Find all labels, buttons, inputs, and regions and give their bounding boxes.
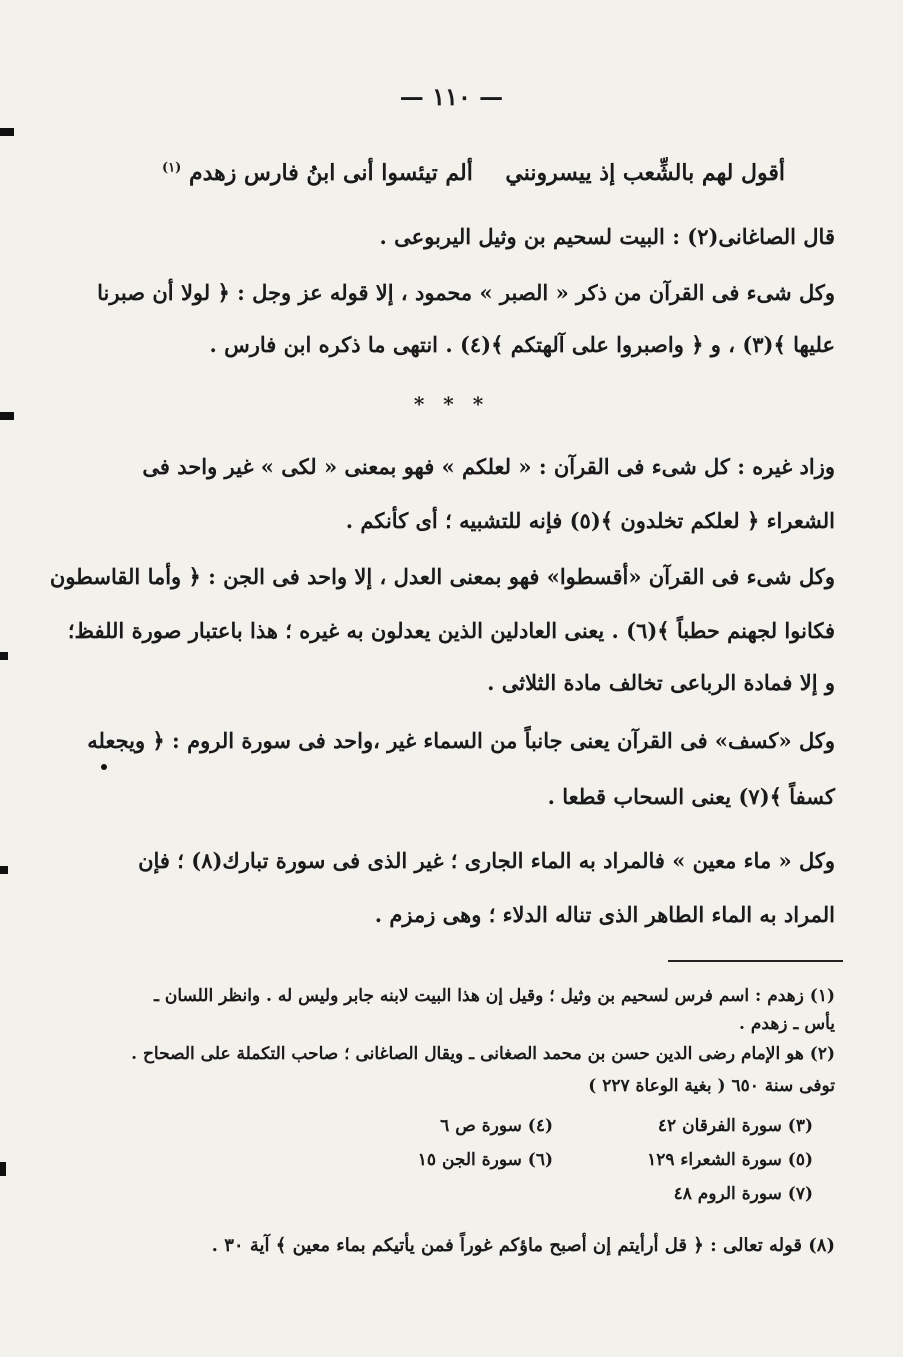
- body-line-3: عليها ﴾(٣) ، و ﴿ واصبروا على آلهتكم ﴾(٤) . انتهى ما ذكره ابن فارس .: [209, 332, 835, 357]
- scan-edge-mark: [0, 128, 14, 136]
- verse-note-marker: (١): [162, 160, 182, 176]
- scan-edge-mark: [0, 652, 8, 660]
- body2-line-7: كسفاً ﴾(٧) يعنى السحاب قطعا .: [547, 784, 835, 809]
- body2-line-1: وزاد غيره : كل شىء فى القرآن : « لعلكم » فهو بمعنى « لكى » غير واحد فى: [142, 454, 835, 479]
- footnote-ref-3: (٣) سورة الفرقان ٤٢: [657, 1116, 813, 1136]
- verse-first-hemistich-text: أقول لهم بالشِّعب إذ ييسرونني: [505, 160, 785, 186]
- body2-line-8: وكل « ماء معين » فالمراد به الماء الجارى ؛ غير الذى فى سورة تبارك(٨) ؛ فإن: [138, 848, 835, 873]
- body2-line-3: وكل شىء فى القرآن «أقسطوا» فهو بمعنى العدل ، إلا واحد فى الجن : ﴿ وأما القاسطون: [49, 564, 835, 589]
- footnote-rule: [668, 960, 843, 962]
- section-separator: * * *: [413, 392, 490, 416]
- footnote-2-cont: توفى سنة ٦٥٠ ( بغية الوعاة ٢٢٧ ): [588, 1076, 835, 1096]
- footnote-ref-6: (٦) سورة الجن ١٥: [417, 1150, 553, 1170]
- page-number: — ١١٠ —: [399, 82, 504, 111]
- footnote-1-cont: يأس ـ زهدم .: [739, 1014, 835, 1034]
- scan-edge-mark: [0, 412, 14, 420]
- footnote-8: (٨) قوله تعالى : ﴿ قل أرأيتم إن أصبح ماؤكم غوراً فمن يأتيكم بماء معين ﴾ آية ٣٠ .: [211, 1235, 835, 1256]
- body2-line-5: و إلا فمادة الرباعى تخالف مادة الثلاثى .: [487, 670, 835, 695]
- body-line-1: قال الصاغانى(٢) : البيت لسحيم بن وثيل اليربوعى .: [379, 224, 835, 249]
- body-line-2: وكل شىء فى القرآن من ذكر « الصبر » محمود ، إلا قوله عز وجل : ﴿ لولا أن صبرنا: [97, 280, 835, 305]
- footnote-ref-7: (٧) سورة الروم ٤٨: [673, 1184, 813, 1204]
- body2-line-9: المراد به الماء الطاهر الذى تناله الدلاء ؛ وهى زمزم .: [374, 902, 835, 927]
- footnote-2: (٢) هو الإمام رضى الدين حسن بن محمد الصغانى ـ ويقال الصاغانى ؛ صاحب التكملة على الصحاح .: [131, 1044, 835, 1064]
- verse-second-hemistich: [162, 160, 473, 186]
- body2-line-4: فكانوا لجهنم حطباً ﴾(٦) . يعنى العادلين الذين يعدلون به غيره ؛ هذا باعتبار صورة اللفظ؛: [67, 618, 835, 643]
- verse-second-hemistich-text: ألم تيئسوا أنى ابنُ فارس زهدم: [188, 160, 473, 186]
- footnote-1: (١) زهدم : اسم فرس لسحيم بن وثيل ؛ وقيل إن هذا البيت لابنه جابر وليس له . وانظر اللسان ـ: [153, 986, 835, 1006]
- ink-dot: [101, 764, 107, 770]
- footnote-ref-5: (٥) سورة الشعراء ١٢٩: [647, 1150, 813, 1170]
- scan-edge-mark: [0, 1162, 6, 1176]
- verse-first-hemistich: [505, 160, 785, 186]
- body2-line-2: الشعراء ﴿ لعلكم تخلدون ﴾(٥) فإنه للتشبيه ؛ أى كأنكم .: [345, 508, 835, 533]
- scan-edge-mark: [0, 866, 8, 874]
- footnote-ref-4: (٤) سورة ص ٦: [440, 1116, 553, 1136]
- body2-line-6: وكل «كسف» فى القرآن يعنى جانباً من السماء غير ،واحد فى سورة الروم : ﴿ ويجعله: [87, 728, 835, 753]
